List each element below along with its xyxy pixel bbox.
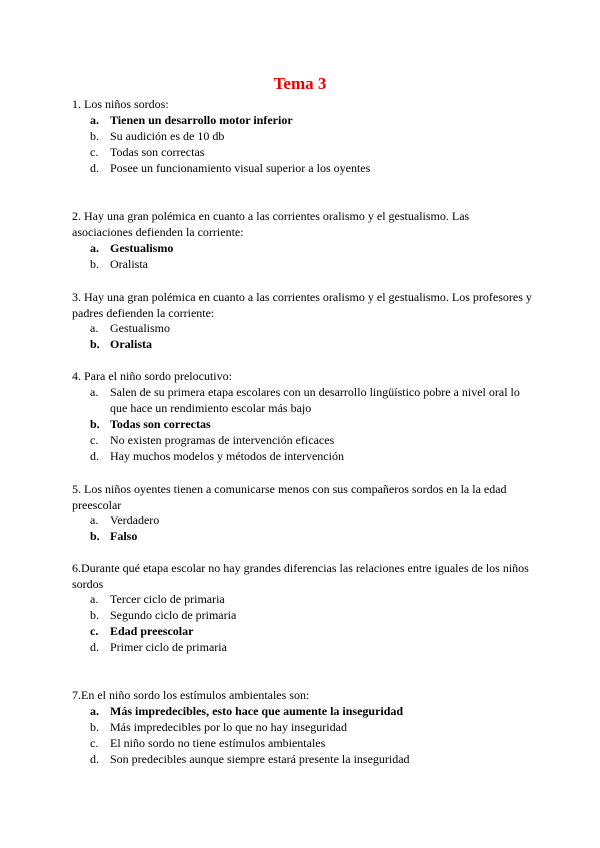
option-text: Gestualismo xyxy=(110,241,174,255)
option-text: Oralista xyxy=(110,337,152,351)
option-marker: a. xyxy=(90,385,99,399)
option-marker: c. xyxy=(90,736,99,750)
option-marker: a. xyxy=(90,241,99,255)
option-text: El niño sordo no tiene estímulos ambientales xyxy=(110,736,326,750)
option-marker: b. xyxy=(90,257,99,271)
option-text: Gestualismo xyxy=(110,321,170,335)
option-marker: b. xyxy=(90,720,99,734)
option-text: Edad preescolar xyxy=(110,624,194,638)
option-text: Más impredecibles, esto hace que aumente la inseguridad xyxy=(110,704,404,718)
option-text: Hay muchos modelos y métodos de intervención xyxy=(110,449,344,463)
option-text: Tienen un desarrollo motor inferior xyxy=(110,113,293,127)
option-text: Primer ciclo de primaria xyxy=(110,640,227,654)
option-text: Más impredecibles por lo que no hay inseguridad xyxy=(110,720,347,734)
option-marker: d. xyxy=(90,449,99,463)
question-6-text: 6.Durante qué etapa escolar no hay grandes diferencias las relaciones entre iguales de los niños sordos xyxy=(72,561,529,591)
question-4-text: 4. Para el niño sordo prelocutivo: xyxy=(72,369,232,383)
option-text: Segundo ciclo de primaria xyxy=(110,608,237,622)
page-title: Tema 3 xyxy=(273,74,327,93)
option-marker: a. xyxy=(90,513,99,527)
option-text: No existen programas de intervención eficaces xyxy=(110,433,335,447)
option-text: Su audición es de 10 db xyxy=(110,129,225,143)
option-marker: c. xyxy=(90,624,99,638)
option-marker: d. xyxy=(90,161,99,175)
option-text: Todas son correctas xyxy=(110,145,205,159)
question-3-text: 3. Hay una gran polémica en cuanto a las corrientes oralismo y el gestualismo. Los profesores y padres defienden la corriente: xyxy=(72,290,532,320)
question-2-text: 2. Hay una gran polémica en cuanto a las corrientes oralismo y el gestualismo. Las asociaciones defienden la corriente: xyxy=(72,209,470,239)
option-marker: b. xyxy=(90,608,99,622)
question-1-text: 1. Los niños sordos: xyxy=(72,97,169,111)
option-marker: d. xyxy=(90,752,99,766)
option-text: Posee un funcionamiento visual superior a los oyentes xyxy=(110,161,371,175)
option-marker: d. xyxy=(90,640,99,654)
option-marker: c. xyxy=(90,433,99,447)
option-marker: b. xyxy=(90,529,100,543)
option-text: Falso xyxy=(110,529,138,543)
option-text: Oralista xyxy=(110,257,148,271)
option-marker: b. xyxy=(90,337,100,351)
option-text: Verdadero xyxy=(110,513,160,527)
option-marker: a. xyxy=(90,113,99,127)
option-marker: a. xyxy=(90,704,99,718)
option-marker: b. xyxy=(90,129,99,143)
question-7-text: 7.En el niño sordo los estímulos ambientales son: xyxy=(72,688,310,702)
option-text: Son predecibles aunque siempre estará presente la inseguridad xyxy=(110,752,410,766)
option-marker: a. xyxy=(90,592,99,606)
option-text: Tercer ciclo de primaria xyxy=(110,592,225,606)
option-text: Todas son correctas xyxy=(110,417,211,431)
option-marker: c. xyxy=(90,145,99,159)
option-marker: a. xyxy=(90,321,99,335)
option-text: Salen de su primera etapa escolares con un desarrollo lingüístico pobre a nivel oral lo que hace un rendimiento escolar más bajo xyxy=(110,385,520,415)
question-5-text: 5. Los niños oyentes tienen a comunicarse menos con sus compañeros sordos en la la edad preescolar xyxy=(72,482,507,512)
option-marker: b. xyxy=(90,417,100,431)
